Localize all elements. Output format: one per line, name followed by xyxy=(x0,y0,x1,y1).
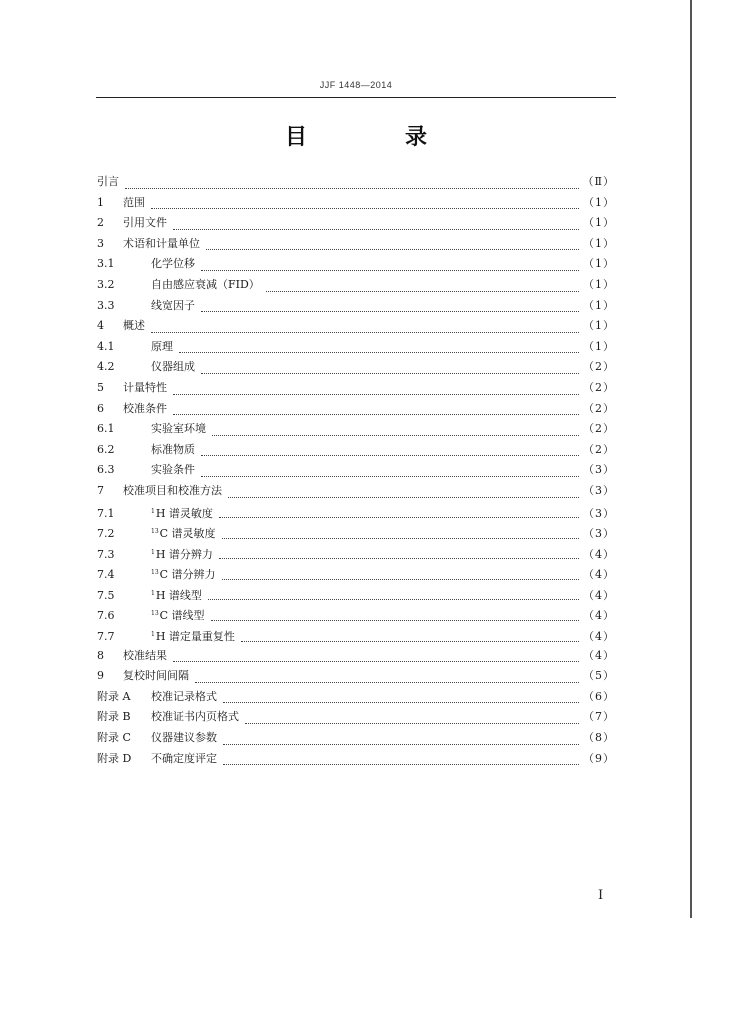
toc-leader-dots xyxy=(208,599,579,600)
toc-entry-number: 2 xyxy=(97,216,104,230)
toc-entry-title-text: 原理 xyxy=(151,339,173,353)
toc-leader-dots xyxy=(211,620,579,621)
toc-entry-number: 3.1 xyxy=(97,257,115,271)
toc-entry-title-text: 计量特性 xyxy=(123,380,167,394)
toc-leader-dots xyxy=(228,497,579,498)
toc-leader-dots xyxy=(222,579,579,580)
toc-leader-dots xyxy=(201,476,579,477)
toc-entry[interactable] xyxy=(97,460,615,481)
toc-entry-title xyxy=(151,749,223,770)
toc-entry-number: 引言 xyxy=(97,175,119,188)
toc-entry-title-text: 线宽因子 xyxy=(151,298,195,312)
toc-entry-superscript: 13 xyxy=(151,610,159,618)
toc-entry-number: 6.1 xyxy=(97,422,115,436)
toc-entry-number: 6 xyxy=(97,401,104,415)
toc-entry-page: （2） xyxy=(583,380,615,394)
toc-entry-title xyxy=(151,687,223,708)
toc-entry-title-text: 术语和计量单位 xyxy=(123,236,200,250)
toc-entry-page: （1） xyxy=(583,195,615,209)
toc-entry[interactable] xyxy=(97,481,615,502)
toc-entry[interactable] xyxy=(97,440,615,461)
toc-leader-dots xyxy=(173,661,579,662)
toc-entry-number: 3.3 xyxy=(97,298,115,312)
toc-entry-number: 3.2 xyxy=(97,277,115,291)
toc-entry-number: 7.5 xyxy=(97,588,115,602)
toc-entry-title xyxy=(151,502,219,525)
toc-entry-number: 5 xyxy=(97,380,104,394)
toc-entry-title-text: 实验室环境 xyxy=(151,422,206,436)
toc-entry-title xyxy=(123,213,173,234)
toc-entry-number: 附录 B xyxy=(97,710,131,724)
toc-entry[interactable] xyxy=(97,399,615,420)
toc-entry-title xyxy=(151,604,211,627)
toc-entry-number: 7.4 xyxy=(97,568,115,582)
toc-entry-number: 4.1 xyxy=(97,339,115,353)
toc-entry[interactable] xyxy=(97,419,615,440)
toc-entry[interactable] xyxy=(97,687,615,708)
toc-entry[interactable] xyxy=(97,254,615,275)
toc-entry-number: 7.6 xyxy=(97,609,115,623)
toc-entry-number: 7.1 xyxy=(97,506,115,520)
toc-entry-page: （3） xyxy=(583,506,615,520)
toc-entry-title xyxy=(151,275,266,296)
toc-entry-page: （2） xyxy=(583,360,615,374)
toc-leader-dots xyxy=(219,558,579,559)
toc-entry-title-text: 仪器建议参数 xyxy=(151,731,217,745)
toc-entry-page: （8） xyxy=(583,731,615,745)
toc-entry-number: 7.3 xyxy=(97,547,115,561)
toc-entry[interactable] xyxy=(97,666,615,687)
toc-entry-number: 附录 D xyxy=(97,751,132,765)
toc-entry-title-text: C 谱灵敏度 xyxy=(159,527,216,541)
toc-entry-page: （2） xyxy=(583,422,615,436)
toc-entry[interactable] xyxy=(97,213,615,234)
toc-leader-dots xyxy=(212,435,579,436)
toc-entry[interactable] xyxy=(97,172,615,193)
toc-entry-title xyxy=(123,234,206,255)
toc-entry[interactable] xyxy=(97,543,615,564)
toc-entry-title-text: 自由感应衰减（FID） xyxy=(151,277,260,291)
toc-entry[interactable] xyxy=(97,234,615,255)
toc-entry-title-text: 不确定度评定 xyxy=(151,751,217,765)
toc-leader-dots xyxy=(223,744,579,745)
toc-leader-dots xyxy=(173,414,579,415)
toc-entry-page: （3） xyxy=(583,483,615,497)
toc-entry-title-text: 引用文件 xyxy=(123,216,167,230)
toc-entry[interactable] xyxy=(97,337,615,358)
page-number: I xyxy=(598,888,604,903)
toc-entry[interactable] xyxy=(97,522,615,543)
toc-entry-title xyxy=(123,399,173,420)
toc-entry-title xyxy=(151,563,222,586)
toc-entry-number: 附录 C xyxy=(97,731,131,745)
toc-entry-superscript: 1 xyxy=(151,507,155,515)
toc-entry-number: 1 xyxy=(97,195,104,209)
toc-entry-superscript: 1 xyxy=(151,631,155,639)
toc-entry-title xyxy=(151,460,201,481)
header-rule xyxy=(96,97,616,98)
toc-entry-title xyxy=(123,481,228,502)
toc-leader-dots xyxy=(125,188,579,189)
toc-leader-dots xyxy=(173,229,579,230)
toc-leader-dots xyxy=(151,332,579,333)
toc-entry-superscript: 13 xyxy=(151,569,159,577)
toc-entry-title-text: 概述 xyxy=(123,319,145,333)
toc-entry[interactable] xyxy=(97,378,615,399)
toc-entry-title-text: 校准项目和校准方法 xyxy=(123,483,222,497)
toc-leader-dots xyxy=(206,249,579,250)
toc-entry-page: （4） xyxy=(583,609,615,623)
toc-entry-title xyxy=(151,707,245,728)
toc-entry-page: （1） xyxy=(583,216,615,230)
toc-entry-title xyxy=(151,254,201,275)
toc-entry-page: （1） xyxy=(583,319,615,333)
toc-entry-page: （4） xyxy=(583,588,615,602)
toc-entry[interactable] xyxy=(97,296,615,317)
toc-entry-title-text: H 谱灵敏度 xyxy=(155,506,213,520)
toc-entry[interactable] xyxy=(97,316,615,337)
toc-entry-number: 8 xyxy=(97,648,104,662)
toc-leader-dots xyxy=(195,682,579,683)
toc-entry-title-text: 校准条件 xyxy=(123,401,167,415)
toc-leader-dots xyxy=(223,702,579,703)
toc-entry-title-text: 校准结果 xyxy=(123,648,167,662)
toc-entry-superscript: 13 xyxy=(151,528,159,536)
toc-leader-dots xyxy=(201,311,579,312)
toc-entry-title xyxy=(151,584,208,607)
toc-leader-dots xyxy=(201,270,579,271)
toc-entry-title xyxy=(151,440,201,461)
toc-entry-number: 6.3 xyxy=(97,463,115,477)
toc-entry[interactable] xyxy=(97,584,615,605)
toc-leader-dots xyxy=(241,641,579,642)
toc-entry-page: （3） xyxy=(583,463,615,477)
toc-entry-title-text: 复校时间间隔 xyxy=(123,669,189,683)
toc-entry-title xyxy=(123,193,151,214)
toc-entry-page: （2） xyxy=(583,401,615,415)
toc-entry-page: （9） xyxy=(583,751,615,765)
toc-entry[interactable] xyxy=(97,502,615,523)
toc-entry-number: 7 xyxy=(97,483,104,497)
toc-entry-title xyxy=(123,378,173,399)
toc-entry-title xyxy=(151,337,179,358)
toc-entry-page: （1） xyxy=(583,277,615,291)
toc-entry-page: （6） xyxy=(583,689,615,703)
toc-leader-dots xyxy=(222,538,579,539)
toc-entry-title-text: H 谱分辨力 xyxy=(155,547,213,561)
toc-leader-dots xyxy=(219,517,579,518)
toc-entry[interactable] xyxy=(97,357,615,378)
toc-entry-number: 附录 A xyxy=(97,689,131,703)
toc-entry-title-text: 校准记录格式 xyxy=(151,689,217,703)
toc-entry-title-text: 仪器组成 xyxy=(151,360,195,374)
toc-entry-title xyxy=(123,646,173,667)
toc-entry-title xyxy=(151,625,241,648)
toc-entry-title-text: 实验条件 xyxy=(151,463,195,477)
toc-entry-page: （1） xyxy=(583,236,615,250)
toc-leader-dots xyxy=(266,291,579,292)
toc-leader-dots xyxy=(151,208,579,209)
toc-entry-page: （7） xyxy=(583,710,615,724)
toc-entry-title-text: 校准证书内页格式 xyxy=(151,710,239,724)
toc-entry-page: （4） xyxy=(583,547,615,561)
toc-entry-title-text: 化学位移 xyxy=(151,257,195,271)
toc-entry-title xyxy=(151,522,222,545)
toc-entry-title xyxy=(151,728,223,749)
toc-entry-page: （1） xyxy=(583,339,615,353)
toc-entry-superscript: 1 xyxy=(151,548,155,556)
toc-leader-dots xyxy=(245,723,579,724)
toc-entry-title xyxy=(123,316,151,337)
toc-entry-title-text: C 谱分辨力 xyxy=(159,568,216,582)
toc-entry-title xyxy=(151,543,219,566)
toc-entry-page: （4） xyxy=(583,568,615,582)
toc-entry-page: （4） xyxy=(583,630,615,644)
page-title: 目 录 xyxy=(284,124,465,150)
standard-code-header: JJF 1448—2014 xyxy=(319,80,393,90)
toc-entry[interactable] xyxy=(97,193,615,214)
toc-entry[interactable] xyxy=(97,604,615,625)
toc-entry[interactable] xyxy=(97,563,615,584)
toc-entry-title-text: 标准物质 xyxy=(151,442,195,456)
toc-entry-title xyxy=(151,357,201,378)
toc-entry-number: 7.7 xyxy=(97,630,115,644)
toc-entry[interactable] xyxy=(97,646,615,667)
toc-entry-number: 6.2 xyxy=(97,442,115,456)
toc-entry[interactable] xyxy=(97,625,615,646)
toc-entry[interactable] xyxy=(97,707,615,728)
toc-entry-number: 3 xyxy=(97,236,104,250)
page-edge-line xyxy=(690,0,692,918)
toc-entry-title-text: H 谱线型 xyxy=(155,588,202,602)
toc-leader-dots xyxy=(173,394,579,395)
toc-entry[interactable] xyxy=(97,728,615,749)
toc-leader-dots xyxy=(201,455,579,456)
toc-entry-superscript: 1 xyxy=(151,589,155,597)
toc-entry-page: （Ⅱ） xyxy=(582,175,615,188)
toc-entry-title-text: C 谱线型 xyxy=(159,609,205,623)
toc-entry-title xyxy=(151,296,201,317)
toc-entry-page: （5） xyxy=(583,669,615,683)
toc-entry-page: （3） xyxy=(583,527,615,541)
toc-entry-title xyxy=(151,419,212,440)
table-of-contents xyxy=(97,172,615,769)
toc-entry-title-text: 范围 xyxy=(123,195,145,209)
toc-leader-dots xyxy=(201,373,579,374)
toc-entry-number: 4 xyxy=(97,319,104,333)
toc-entry[interactable] xyxy=(97,749,615,770)
toc-entry-page: （1） xyxy=(583,298,615,312)
toc-entry-number: 7.2 xyxy=(97,527,115,541)
toc-leader-dots xyxy=(179,352,579,353)
toc-entry-number: 4.2 xyxy=(97,360,115,374)
toc-entry-page: （4） xyxy=(583,648,615,662)
toc-entry[interactable] xyxy=(97,275,615,296)
toc-entry-title xyxy=(123,666,195,687)
toc-leader-dots xyxy=(223,764,579,765)
toc-entry-page: （2） xyxy=(583,442,615,456)
toc-entry-page: （1） xyxy=(583,257,615,271)
toc-entry-title-text: H 谱定量重复性 xyxy=(155,630,235,644)
toc-entry-number: 9 xyxy=(97,669,104,683)
